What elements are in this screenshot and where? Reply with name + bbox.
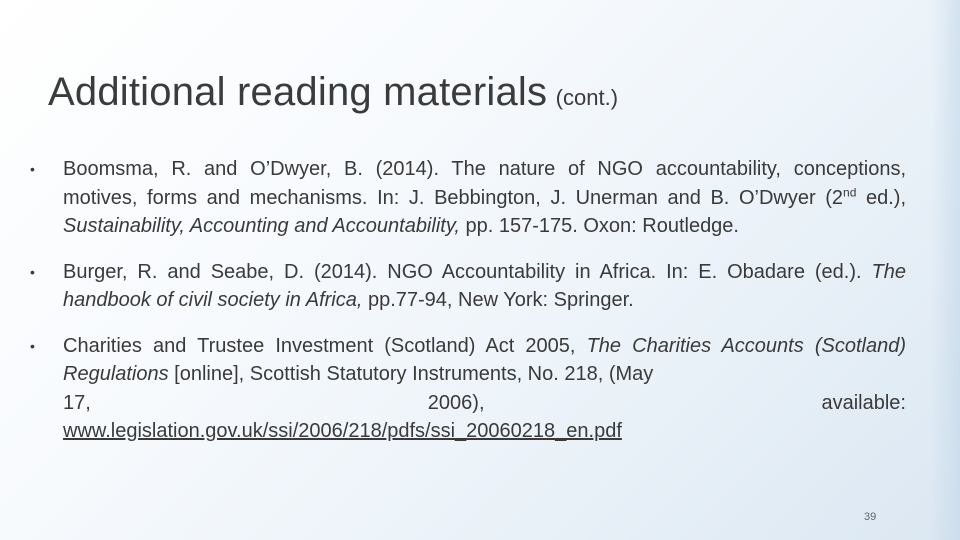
slide-title — [48, 70, 618, 115]
reference-item-3 — [30, 332, 906, 446]
reference-list — [30, 155, 906, 463]
ref3-regulation-title: The Charities Accounts (Scotland) Regulations — [63, 334, 906, 385]
ref3-date-line: 17, 2006), available: — [63, 391, 906, 414]
ref1-book-title: Sustainability, Accounting and Accountability, — [63, 215, 460, 237]
reference-item-2 — [30, 258, 906, 315]
title-main: Additional reading materials — [48, 70, 548, 114]
bullet-icon: • — [30, 263, 35, 280]
ref1-text: Boomsma, R. and O’Dwyer, B. (2014). The nature of NGO accountability, conceptions, motives, forms and mechanisms. In: J. Bebbington, J. Unerman and B. O’Dwyer (2 — [63, 158, 906, 209]
title-sub: (cont.) — [555, 85, 619, 110]
ref3-text-2: [online], Scottish Statutory Instruments, No. 218, (May — [168, 363, 654, 385]
ref2-text: Burger, R. and Seabe, D. (2014). NGO Accountability in Africa. In: E. Obadare (ed.). — [63, 260, 872, 283]
bullet-icon: • — [30, 161, 35, 177]
decorative-side-gradient — [930, 0, 960, 540]
bullet-icon: • — [30, 337, 35, 354]
ref1-text-3: pp. 157-175. Oxon: Routledge. — [459, 215, 739, 237]
ref2-book-title: The handbook of civil society in Africa, — [63, 260, 906, 311]
page-number: 39 — [864, 511, 877, 523]
ref3-link[interactable]: www.legislation.gov.uk/ssi/2006/218/pdfs/ssi_20060218_en.pdf — [63, 420, 622, 442]
ref1-text-2: ed.), — [856, 186, 907, 209]
ref3-text: Charities and Trustee Investment (Scotland) Act 2005, — [63, 334, 587, 357]
ref2-text-2: pp.77-94, New York: Springer. — [362, 289, 634, 311]
reference-item-1 — [30, 155, 906, 241]
ref1-superscript: nd — [843, 184, 857, 199]
